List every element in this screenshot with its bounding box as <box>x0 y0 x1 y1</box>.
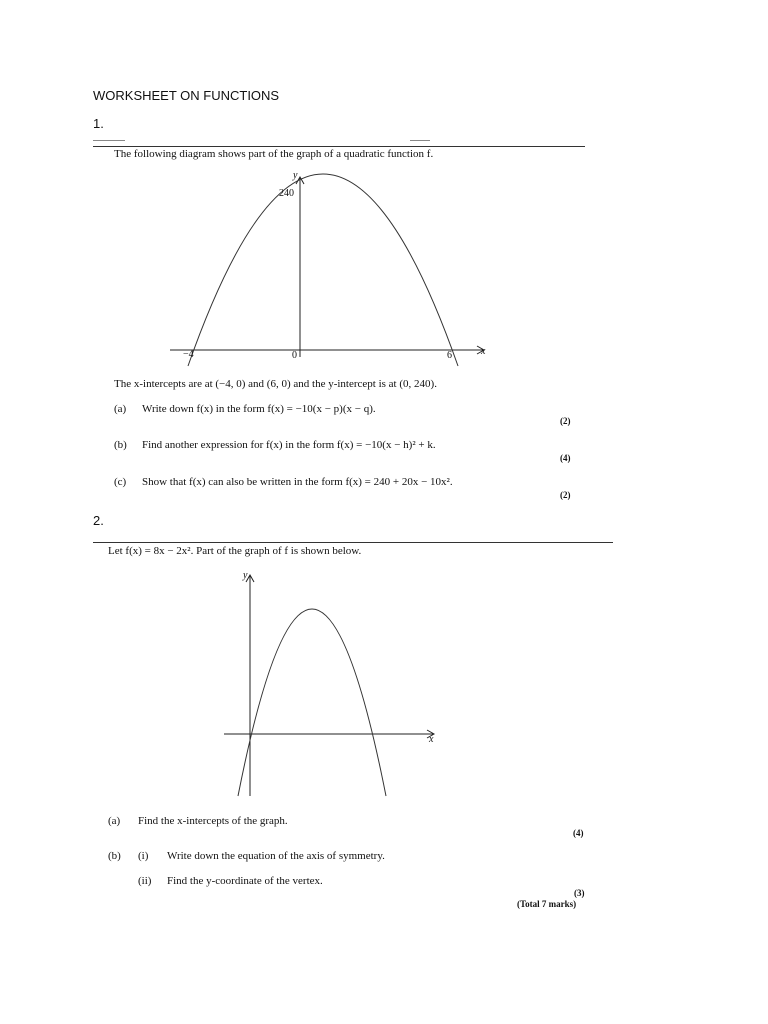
q2-part-b-label: (b) <box>108 850 121 862</box>
q2-part-a-label: (a) <box>108 815 121 827</box>
q1-part-a-text: Write down f(x) in the form f(x) = −10(x − p)(x − q). <box>142 403 376 415</box>
q1-part-c-label: (c) <box>114 476 127 488</box>
q2-x-label: x <box>429 734 434 745</box>
q2-parabola <box>238 609 386 796</box>
q1-part-b-marks: (4) <box>560 453 571 463</box>
q2-part-bii-text: Find the y-coordinate of the vertex. <box>167 875 323 887</box>
q1-origin-label: 0 <box>292 350 297 361</box>
q1-part-a-label: (a) <box>114 403 127 415</box>
worksheet-title: WORKSHEET ON FUNCTIONS <box>93 88 280 103</box>
q1-x-label: x <box>481 346 486 357</box>
q2-y-label: y <box>243 570 248 581</box>
q1-y-intercept-label: 240 <box>279 188 294 199</box>
q2-total-marks: (Total 7 marks) <box>517 899 577 909</box>
question-1-number: 1. <box>93 116 104 131</box>
q2-part-bi-text: Write down the equation of the axis of symmetry. <box>167 850 385 862</box>
q2-part-a-text: Find the x-intercepts of the graph. <box>138 815 288 827</box>
q2-part-bii-label: (ii) <box>138 875 152 887</box>
q1-intro-text: The following diagram shows part of the graph of a quadratic function f. <box>114 148 434 160</box>
q1-part-c-text: Show that f(x) can also be written in the form f(x) = 240 + 20x − 10x². <box>142 476 453 488</box>
q2-intro-text: Let f(x) = 8x − 2x². Part of the graph of f is shown below. <box>108 545 362 557</box>
question-2-number: 2. <box>93 513 104 528</box>
q2-part-b-marks: (3) <box>574 888 585 898</box>
q1-x-left-label: −4 <box>183 349 194 360</box>
q1-part-b-label: (b) <box>114 439 127 451</box>
q1-part-b-text: Find another expression for f(x) in the form f(x) = −10(x − h)² + k. <box>142 439 436 451</box>
q2-part-bi-label: (i) <box>138 850 149 862</box>
q1-part-a-marks: (2) <box>560 416 571 426</box>
q1-part-c-marks: (2) <box>560 490 571 500</box>
q1-info-text: The x-intercepts are at (−4, 0) and (6, 0) and the y-intercept is at (0, 240). <box>114 378 437 390</box>
q1-x-right-label: 6 <box>447 350 452 361</box>
q1-y-label: y <box>293 170 298 181</box>
q2-part-a-marks: (4) <box>573 828 584 838</box>
